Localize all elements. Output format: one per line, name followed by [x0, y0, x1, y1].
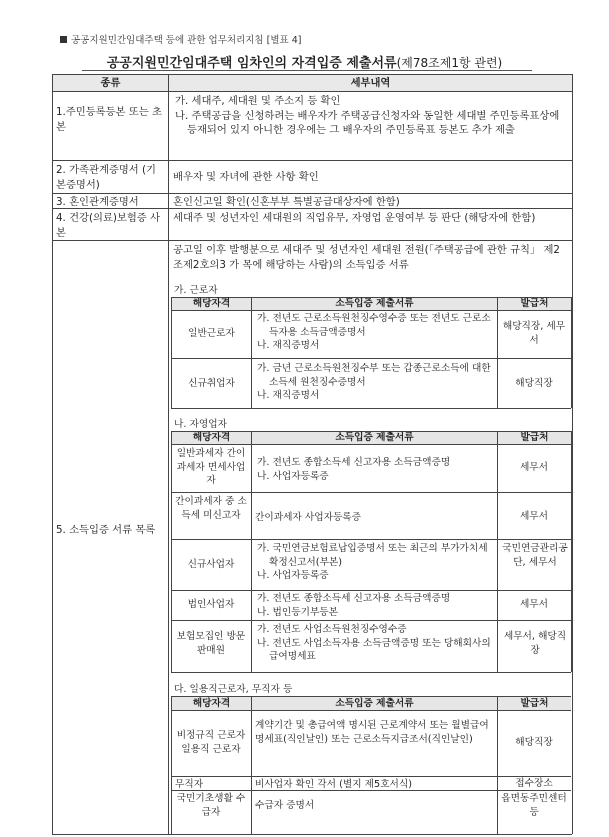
section-a-row2-doc-b: 나. 재직증명서: [257, 390, 320, 401]
section-c-row3-issuer: 읍면동주민센터 등: [501, 793, 567, 818]
section-b-row4-docs: [252, 591, 496, 620]
section-b-row5-doc-a: 가. 전년도 사업소득원천징수영수증: [257, 624, 407, 635]
section-b-head-docs: 소득입증 제출서류: [252, 432, 497, 444]
section-a-row2-issuer: 해당직장: [515, 378, 553, 389]
section-a-right: [571, 297, 572, 408]
kind-column-divider: [168, 74, 169, 834]
section-b-row4-doc-a: 가. 전년도 종합소득세 신고자용 소득금액증명: [257, 593, 451, 604]
section-b-row3-issuer: 국민연금관리공단, 세무서: [502, 543, 568, 568]
row4-detail: 세대주 및 성년자인 세대원의 직업유무, 자영업 운영여부 등 판단 (해당자에 한함): [173, 212, 536, 224]
row1-bottom-border: [52, 160, 572, 161]
section-b-head-bottom: [171, 444, 571, 445]
row5-kind: 5. 소득입증 서류 목록: [56, 524, 156, 536]
section-c-row2-qual: 무직자: [175, 779, 204, 790]
section-b-title: 나. 자영업자: [174, 419, 227, 430]
section-b-row4-qual: 법인사업자: [187, 599, 235, 610]
row5-intro: 공고일 이후 발행분으로 세대주 및 성년자인 세대원 전원(「주택공급에 관한 규칙」 제2조제2호의3 가 목에 해당하는 사람)의 소득입증 서류: [173, 244, 560, 271]
section-c-row1-docs: 계약기간 및 총급여액 명시된 근로계약서 또는 월별급여명세표(직인날인) 또는 근로소득지급조서(직인날인): [255, 720, 489, 745]
section-c-row1-qual: 비정규직 근로자 일용직 근로자: [176, 730, 246, 755]
section-b-row5-qual: 보험모집인 방문판매원: [176, 631, 246, 656]
section-b-div2: [497, 431, 498, 672]
section-a-row1-docs: [252, 311, 496, 354]
section-a-title: 가. 근로자: [174, 285, 218, 296]
section-b-row5-issuer: 세무서, 해당직장: [503, 631, 567, 656]
section-a-row2-qual: 신규취업자: [188, 378, 235, 389]
section-b-row2-docs: 간이과세자 사업자등록증: [255, 512, 362, 523]
section-b-right: [571, 431, 572, 672]
section-c-head-qual: 해당자격: [172, 697, 251, 710]
section-a-bottom: [171, 408, 571, 409]
section-b-bottom: [171, 672, 571, 673]
row3-detail: 혼인신고일 확인(신혼부부 특별공급대상자에 한함): [173, 196, 400, 208]
section-b-row4-bottom: [171, 620, 571, 621]
section-c-head-issuer: 발급처: [498, 697, 571, 710]
section-b-row2-issuer: 세무서: [519, 511, 549, 522]
section-b-row3-qual: 신규사업자: [187, 559, 235, 570]
section-b-row4-issuer: 세무서: [519, 599, 549, 610]
row1-kind: 1.주민등록등본 또는 초본: [56, 106, 162, 133]
document-title: [0, 52, 609, 71]
section-b-head-qual: 해당자격: [172, 432, 251, 444]
row1-item-b: 나. 주택공급을 신청하려는 배우자가 주택공급신청자와 동일한 세대별 주민등록표상에 등재되어 있지 아니한 경우에는 그 배우자의 주민등록표 등본도 추가 제출: [175, 109, 560, 136]
document-header-note: [60, 32, 301, 46]
section-c-row2-docs: 비사업자 확인 각서 (별지 제5호서식): [255, 779, 413, 790]
section-c-left: [171, 696, 172, 834]
section-a-head-docs: 소득입증 제출서류: [252, 298, 497, 310]
section-b-row5-doc-b: 나. 전년도 사업소득자용 소득금액증명 또는 당해회사의 급여명세표: [257, 637, 491, 662]
row2-detail: 배우자 및 자녀에 관한 사항 확인: [173, 171, 319, 183]
section-c-title: 다. 일용직근로자, 무직자 등: [174, 684, 293, 695]
header-bottom-border: [52, 91, 572, 92]
section-b-row2-qual: 간이과세자 중 소득세 미신고자: [175, 496, 247, 521]
section-a-head-issuer: 발급처: [498, 298, 571, 310]
section-c-head-bottom: [171, 710, 571, 711]
section-a-div2: [497, 297, 498, 408]
row1-item-a: 가. 세대주, 세대원 및 주소지 등 확인: [175, 95, 341, 107]
section-b-left: [171, 431, 172, 672]
section-b-head-issuer: 발급처: [498, 432, 571, 444]
col-header-detail: 세부내역: [169, 75, 572, 91]
table-bottom-border: [52, 834, 572, 835]
section-a-row1-bottom: [171, 358, 571, 359]
row1-detail: [170, 93, 568, 139]
section-b-row5-docs: [252, 622, 496, 665]
section-a-row1-issuer: 해당직장, 세무서: [502, 321, 566, 346]
section-b-row1-doc-a: 가. 전년도 종합소득세 신고자용 소득금액증명: [257, 457, 451, 468]
section-c-div2: [497, 696, 498, 834]
header-note-text: 공공지원민간임대주택 등에 관한 업무처리지침 [별표 4]: [71, 35, 302, 46]
section-b-row1-issuer: 세무서: [519, 462, 549, 473]
section-c-row3-qual: 국민기초생활 수급자: [176, 793, 246, 818]
section-a-row1-qual: 일반근로자: [188, 328, 235, 339]
section-b-row2-bottom: [171, 539, 571, 540]
section-a-head-qual: 해당자격: [172, 298, 251, 310]
row2-kind: 2. 가족관계증명서 (기본증명서): [56, 164, 156, 191]
row3-kind: 3. 혼인관계증명서: [56, 196, 139, 208]
section-c-row2-issuer: 접수장소: [515, 778, 553, 789]
section-b-row4-doc-b: 나. 법인등기부등본: [257, 606, 339, 618]
section-a-row1-doc-a: 가. 전년도 근로소득원천징수영수증 또는 전년도 근로소득자용 소득금액증명서: [257, 313, 491, 338]
row4-kind: 4. 건강(의료)보험증 사본: [56, 212, 160, 239]
title-sub: (제78조제1항 관련): [396, 56, 503, 70]
col-header-kind: 종류: [53, 75, 168, 91]
title-underline: [82, 70, 532, 71]
section-c-row3-docs: 수급자 증명서: [255, 800, 315, 811]
section-b-row1-bottom: [171, 492, 571, 493]
section-b-row3-docs: [252, 541, 496, 584]
section-a-left: [171, 297, 172, 408]
section-c-head-docs: 소득입증 제출서류: [252, 697, 497, 710]
section-c-row1-issuer: 해당직장: [515, 737, 553, 748]
section-a-row2-doc-a: 가. 금년 근로소득원천징수부 또는 갑종근로소득에 대한 소득세 원천징수증명서: [257, 363, 491, 388]
section-b-row1-docs: [252, 455, 496, 484]
square-bullet-icon: [60, 36, 67, 43]
section-a-row1-doc-b: 나. 재직증명서: [257, 340, 320, 351]
section-b-row3-doc-b: 나. 사업자등록증: [257, 570, 329, 581]
section-a-row2-docs: [252, 361, 496, 404]
document-table: [52, 74, 572, 834]
section-b-row1-qual: 일반과세자 간이과세자 면세사업자: [176, 448, 246, 486]
section-b-row3-doc-a: 가. 국민연금보험료납입증명서 또는 최근의 부가가치세 확정신고서(부본): [257, 543, 488, 568]
section-b-row1-doc-b: 나. 사업자등록증: [257, 470, 329, 482]
title-main: 공공지원민간임대주택 임차인의 자격입증 제출서류: [106, 56, 397, 71]
table-right-border: [572, 74, 573, 834]
